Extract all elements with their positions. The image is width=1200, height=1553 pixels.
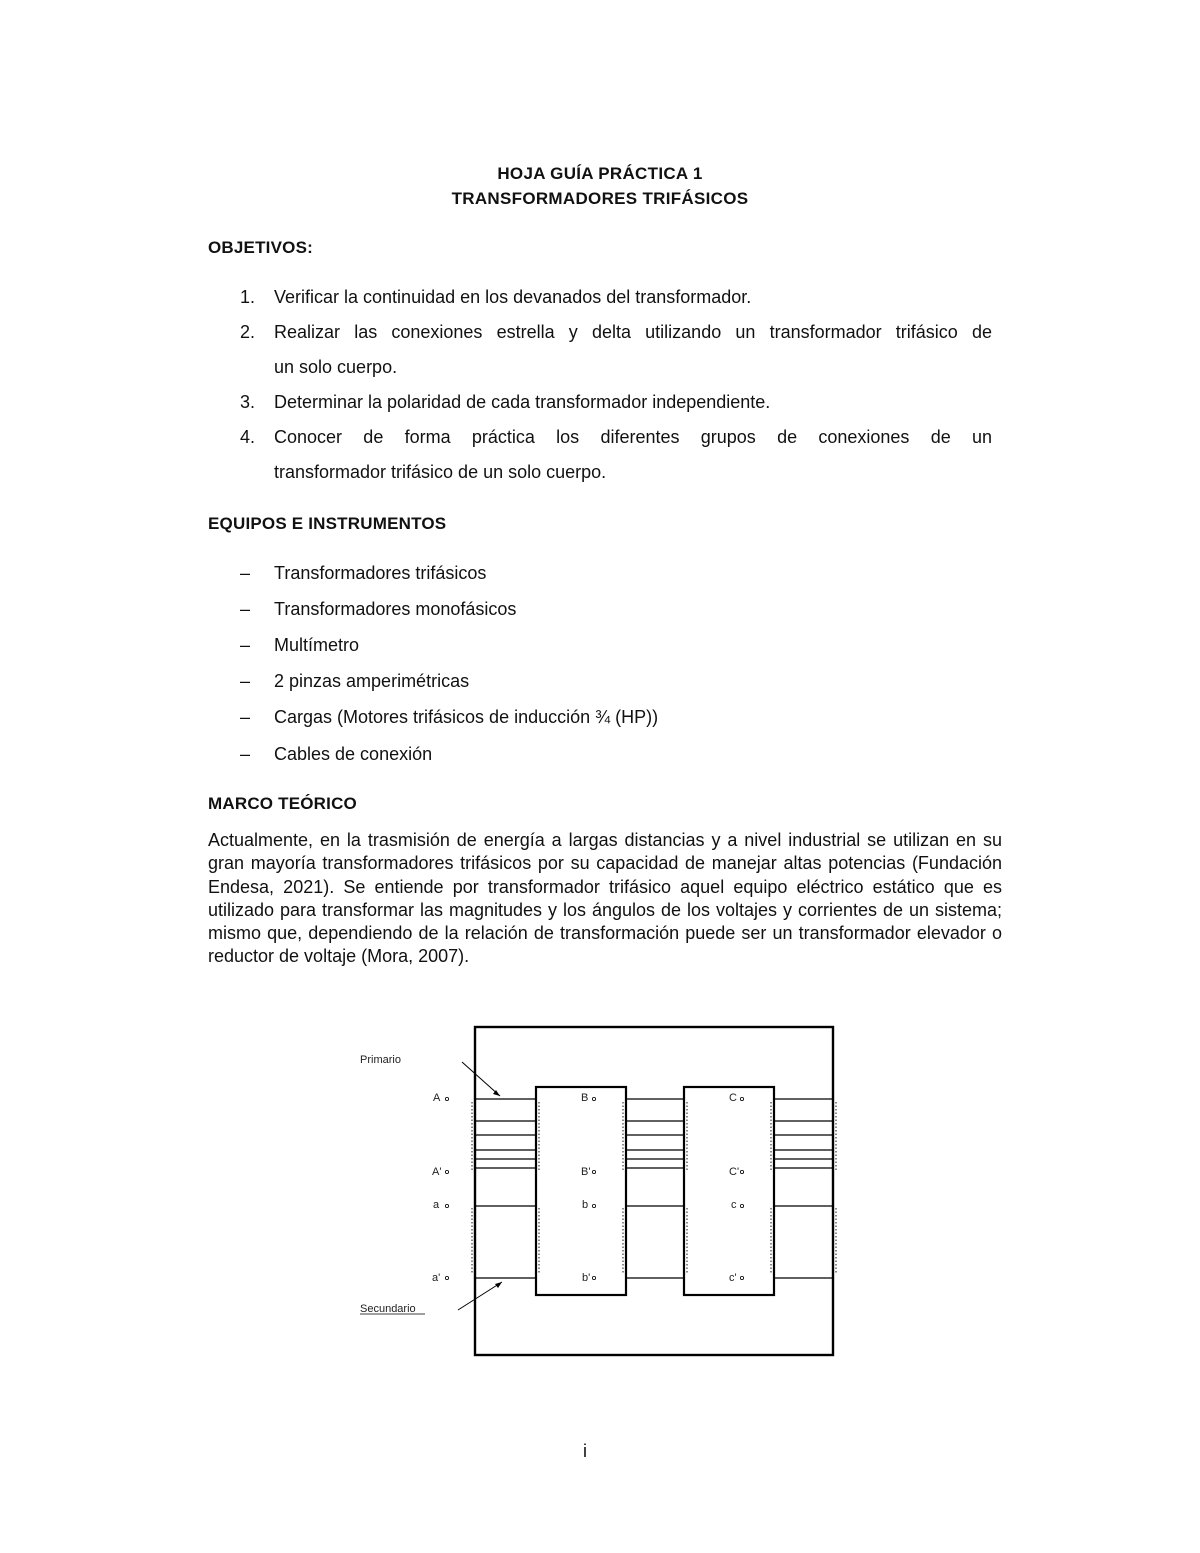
equipment-text: Cables de conexión bbox=[274, 744, 433, 764]
bullet-dash: – bbox=[240, 744, 251, 764]
bullet-dash: – bbox=[240, 671, 251, 691]
terminal-dots bbox=[445, 1097, 743, 1279]
label-primary: Primario bbox=[360, 1054, 401, 1066]
core-outer-frame bbox=[475, 1027, 833, 1355]
objective-number: 1. bbox=[240, 287, 256, 307]
core-window-left bbox=[536, 1087, 626, 1295]
terminal-label-a: a bbox=[433, 1199, 440, 1211]
terminal-label-c-prime: c' bbox=[729, 1272, 737, 1284]
marco-paragraph: Actualmente, en la trasmisión de energía a largas distancias y a nivel industrial se utilizan en su gran mayoría transformadores trifásicos por su capacidad de manejar altas potencias (Fundación Endesa, 2021). Se entiende por transformador trifásico aquel equipo eléctrico estático que es utilizado para transformar las magnitudes y los ángulos de los voltajes y corrientes de un sistema; mismo que, dependiendo de la relación de transformación puede ser un transformador elevador o reductor de voltaje (Mora, 2007). bbox=[208, 830, 1002, 967]
objective-number: 2. bbox=[240, 322, 256, 342]
objective-text-line-1: Conocer de forma práctica los diferentes grupos de conexiones de un bbox=[274, 427, 992, 447]
winding-lines bbox=[475, 1099, 833, 1278]
title-line-1: HOJA GUÍA PRÁCTICA 1 bbox=[497, 164, 703, 183]
bullet-dash: – bbox=[240, 635, 251, 655]
secondary-arrow-head bbox=[495, 1282, 502, 1288]
objective-item-4-cont bbox=[240, 455, 992, 490]
objective-item-4 bbox=[240, 420, 992, 455]
primary-pointer bbox=[462, 1062, 500, 1096]
terminal-label-A: A bbox=[433, 1092, 441, 1104]
transformer-diagram bbox=[350, 1020, 850, 1365]
equipment-text: Transformadores trifásicos bbox=[274, 563, 487, 583]
terminal-label-C: C bbox=[729, 1092, 737, 1104]
objective-text-line-1: Realizar las conexiones estrella y delta utilizando un transformador trifásico de bbox=[274, 322, 992, 342]
terminal-label-A-prime: A' bbox=[432, 1166, 442, 1178]
terminal-label-b-prime: b' bbox=[582, 1272, 591, 1284]
objective-number: 3. bbox=[240, 392, 256, 412]
terminal-label-B-prime: B' bbox=[581, 1166, 591, 1178]
coil-loops bbox=[472, 1102, 836, 1274]
objetivos-heading: OBJETIVOS: bbox=[208, 238, 313, 257]
label-secondary: Secundario bbox=[360, 1303, 416, 1315]
title-line-2: TRANSFORMADORES TRIFÁSICOS bbox=[451, 189, 749, 208]
objective-number: 4. bbox=[240, 427, 256, 447]
objective-item-1 bbox=[240, 280, 992, 315]
page-number: i bbox=[583, 1441, 587, 1461]
marco-heading: MARCO TEÓRICO bbox=[208, 794, 357, 813]
objective-text-line-2: transformador trifásico de un solo cuerpo. bbox=[274, 462, 607, 482]
terminal-label-a-prime: a' bbox=[432, 1272, 441, 1284]
equipos-heading: EQUIPOS E INSTRUMENTOS bbox=[208, 514, 447, 533]
objective-text: Determinar la polaridad de cada transformador independiente. bbox=[274, 392, 771, 412]
secondary-pointer bbox=[458, 1282, 502, 1310]
bullet-dash: – bbox=[240, 707, 251, 727]
terminal-label-b: b bbox=[582, 1199, 589, 1211]
terminal-label-C-prime: C' bbox=[729, 1166, 740, 1178]
equipment-text: Multímetro bbox=[274, 635, 360, 655]
objective-text-line-2: un solo cuerpo. bbox=[274, 357, 398, 377]
terminal-label-B: B bbox=[581, 1092, 589, 1104]
objective-item-2-cont bbox=[240, 350, 992, 385]
equipment-text: 2 pinzas amperimétricas bbox=[274, 671, 470, 691]
equipment-text: Transformadores monofásicos bbox=[274, 599, 517, 619]
objective-item-3 bbox=[240, 385, 992, 420]
bullet-dash: – bbox=[240, 563, 251, 583]
objective-text: Verificar la continuidad en los devanados del transformador. bbox=[274, 287, 752, 307]
core-window-right bbox=[684, 1087, 774, 1295]
objective-item-2 bbox=[240, 315, 992, 350]
bullet-dash: – bbox=[240, 599, 251, 619]
terminal-label-c: c bbox=[731, 1199, 737, 1211]
equipment-text: Cargas (Motores trifásicos de inducción ¾ (HP)) bbox=[274, 707, 659, 727]
